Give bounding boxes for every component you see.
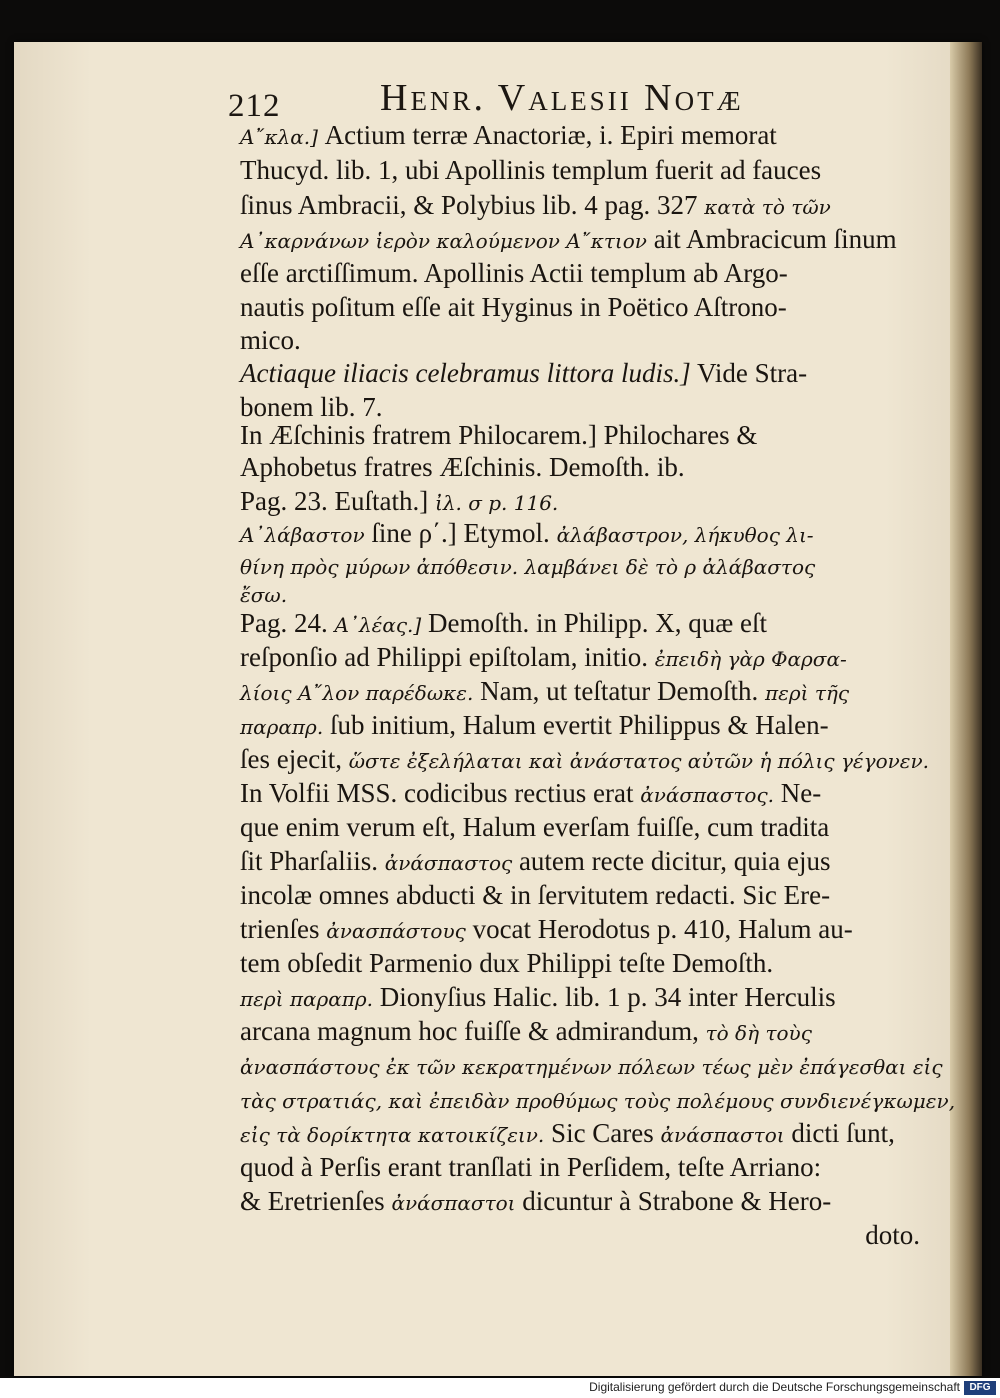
text-line <box>240 708 829 744</box>
text-line <box>240 844 830 880</box>
greek-text: θίνη πρὸς μύρων ἀπόθεσιν. λαμβάνει δὲ τὸ ρ ἀλάβαστος <box>240 555 816 579</box>
text-line <box>240 290 787 324</box>
text-line <box>240 118 777 154</box>
greek-text: λίοις Α῎λον παρέδωκε. <box>240 681 474 705</box>
greek-text: ἀνάσπαστος. <box>640 783 775 807</box>
latin-text: ſit Pharſaliis. <box>240 846 378 876</box>
text-line <box>240 674 849 710</box>
greek-text: ἀνάσπαστοι <box>391 1191 516 1215</box>
text-line <box>240 1014 812 1050</box>
text-line <box>240 1082 955 1118</box>
page-number: 212 <box>228 88 281 124</box>
latin-text: eſſe arctiſſimum. Apollinis Actii templum ab Argo- <box>240 258 788 288</box>
greek-text: ὥστε ἐξελήλαται καὶ ἀνάστατος αὐτῶν ἡ πόλις γέγονεν. <box>348 749 930 773</box>
greek-text: Α᾽λάβαστον <box>240 523 365 547</box>
text-line <box>240 1150 821 1184</box>
latin-text: ait Ambracicum ſinum <box>653 224 897 254</box>
latin-text: mico. <box>240 325 301 355</box>
text-line <box>240 912 853 948</box>
dfg-logo: DFG <box>964 1381 996 1395</box>
latin-text: Aphobetus fratres Æſchinis. Demoſth. ib. <box>240 452 685 482</box>
greek-text: ἀλάβαστρον, λήκυθος λι- <box>556 523 814 547</box>
latin-text: Dionyſius Halic. lib. 1 p. 34 inter Herculis <box>379 982 836 1012</box>
text-line <box>240 484 558 520</box>
text-line <box>240 946 773 980</box>
latin-text: nautis poſitum eſſe ait Hyginus in Poëtico Aſtrono- <box>240 292 787 322</box>
greek-text: περὶ τῆς <box>765 681 850 705</box>
text-line <box>240 548 815 584</box>
text-line <box>240 980 836 1016</box>
latin-text: arcana magnum hoc fuiſſe & admirandum, <box>240 1016 699 1046</box>
page-spine-edge <box>950 42 982 1376</box>
latin-text: Nam, ut teſtatur Demoſth. <box>480 676 759 706</box>
greek-text: τὸ δὴ τοὺς <box>705 1021 812 1045</box>
latin-text: Pag. 23. Euſtath.] <box>240 486 429 516</box>
text-line <box>865 1218 920 1252</box>
greek-text: εἰς τὰ δορίκτητα κατοικίζειν. <box>240 1123 545 1147</box>
greek-text: ἀνάσπαστοι <box>660 1123 785 1147</box>
greek-text: ἔσω. <box>240 583 288 607</box>
text-line <box>240 810 829 844</box>
latin-text: ſub initium, Halum evertit Philippus & Halen- <box>329 710 829 740</box>
footer-bar <box>0 1378 1000 1398</box>
text-line <box>240 776 821 812</box>
latin-text: In Volfii MSS. codicibus rectius erat <box>240 778 634 808</box>
text-line <box>240 450 685 484</box>
latin-text: Thucyd. lib. 1, ubi Apollinis templum fuerit ad fauces <box>240 155 822 185</box>
latin-text: reſponſio ad Philippi epiſtolam, initio. <box>240 642 648 672</box>
text-line <box>240 222 897 258</box>
greek-text: κατὰ τὸ τῶν <box>704 195 831 219</box>
latin-text: autem recte dicitur, quia ejus <box>518 846 831 876</box>
greek-text: Α᾽καρνάνων ἱερὸν καλούμενον Α῎κτιον <box>240 229 647 253</box>
greek-text: ἀνασπάστους <box>326 919 466 943</box>
text-line <box>240 323 301 357</box>
text-line <box>240 516 814 552</box>
greek-text: περὶ παραπρ. <box>240 987 374 1011</box>
greek-text: ἰλ. σ p. 116. <box>434 491 559 515</box>
text-line <box>240 356 807 390</box>
latin-text: tem obſedit Parmenio dux Philippi teſte Demoſth. <box>240 948 774 978</box>
greek-text: Α῎κλα.] <box>240 125 318 149</box>
latin-text: Ne- <box>780 778 822 808</box>
latin-text: ſinus Ambracii, & Polybius lib. 4 pag. 327 <box>240 190 698 220</box>
greek-text: ἀνασπάστους ἐκ τῶν κεκρατημένων πόλεων τέως μὲν ἐπάγεσθαι εἰς <box>240 1055 943 1079</box>
text-line <box>240 1048 943 1084</box>
text-line <box>240 878 830 912</box>
latin-text: & Eretrienſes <box>240 1186 385 1216</box>
latin-text: incolæ omnes abducti & in ſervitutem redacti. Sic Ere- <box>240 880 831 910</box>
greek-text: ἐπειδὴ γὰρ Φαρσα- <box>654 647 847 671</box>
latin-text: Sic Cares <box>551 1118 654 1148</box>
latin-text: ſes ejecit, <box>240 744 342 774</box>
greek-text: παραπρ. <box>240 715 324 739</box>
latin-text: quod à Perſis erant tranſlati in Perſidem, teſte Arriano: <box>240 1152 822 1182</box>
greek-text: ἀνάσπαστος <box>384 851 513 875</box>
latin-text: dicti ſunt, <box>791 1118 895 1148</box>
greek-text: Α᾽λέας.] <box>334 613 422 637</box>
text-line <box>240 606 767 642</box>
running-head: Henr. Valesii Notæ <box>380 77 744 119</box>
text-line <box>240 640 847 676</box>
text-line <box>240 1116 895 1152</box>
latin-text: que enim verum eſt, Halum everſam fuiſſe, cum tradita <box>240 812 830 842</box>
latin-text: Demoſth. in Philipp. X, quæ eſt <box>427 608 767 638</box>
text-line <box>240 1184 831 1220</box>
latin-text: Actium terræ Anactoriæ, i. Epiri memorat <box>324 120 777 150</box>
text-line <box>240 188 831 224</box>
latin-text: In Æſchinis fratrem Philocarem.] Philochares & <box>240 420 758 450</box>
text-line <box>240 742 929 778</box>
latin-text: dicuntur à Strabone & Hero- <box>522 1186 832 1216</box>
footer-credit: Digitalisierung gefördert durch die Deutsche Forschungsgemeinschaft <box>589 1380 960 1394</box>
text-line <box>240 418 757 452</box>
latin-text: trienſes <box>240 914 320 944</box>
latin-text: Vide Stra- <box>696 358 808 388</box>
latin-text: vocat Herodotus p. 410, Halum au- <box>472 914 853 944</box>
latin-text: bonem lib. 7. <box>240 392 383 422</box>
text-line <box>240 153 821 187</box>
greek-text: τὰς στρατιάς, καὶ ἐπειδὰν προθύμως τοὺς πολέμους συνδιενέγκωμεν, <box>240 1089 956 1113</box>
latin-text: Pag. 24. <box>240 608 328 638</box>
latin-text: doto. <box>865 1220 920 1250</box>
text-line <box>240 256 788 290</box>
latin-text: ſine ρ΄.] Etymol. <box>371 518 550 548</box>
italic-quote: Actiaque iliacis celebramus littora ludis.] <box>240 358 691 388</box>
